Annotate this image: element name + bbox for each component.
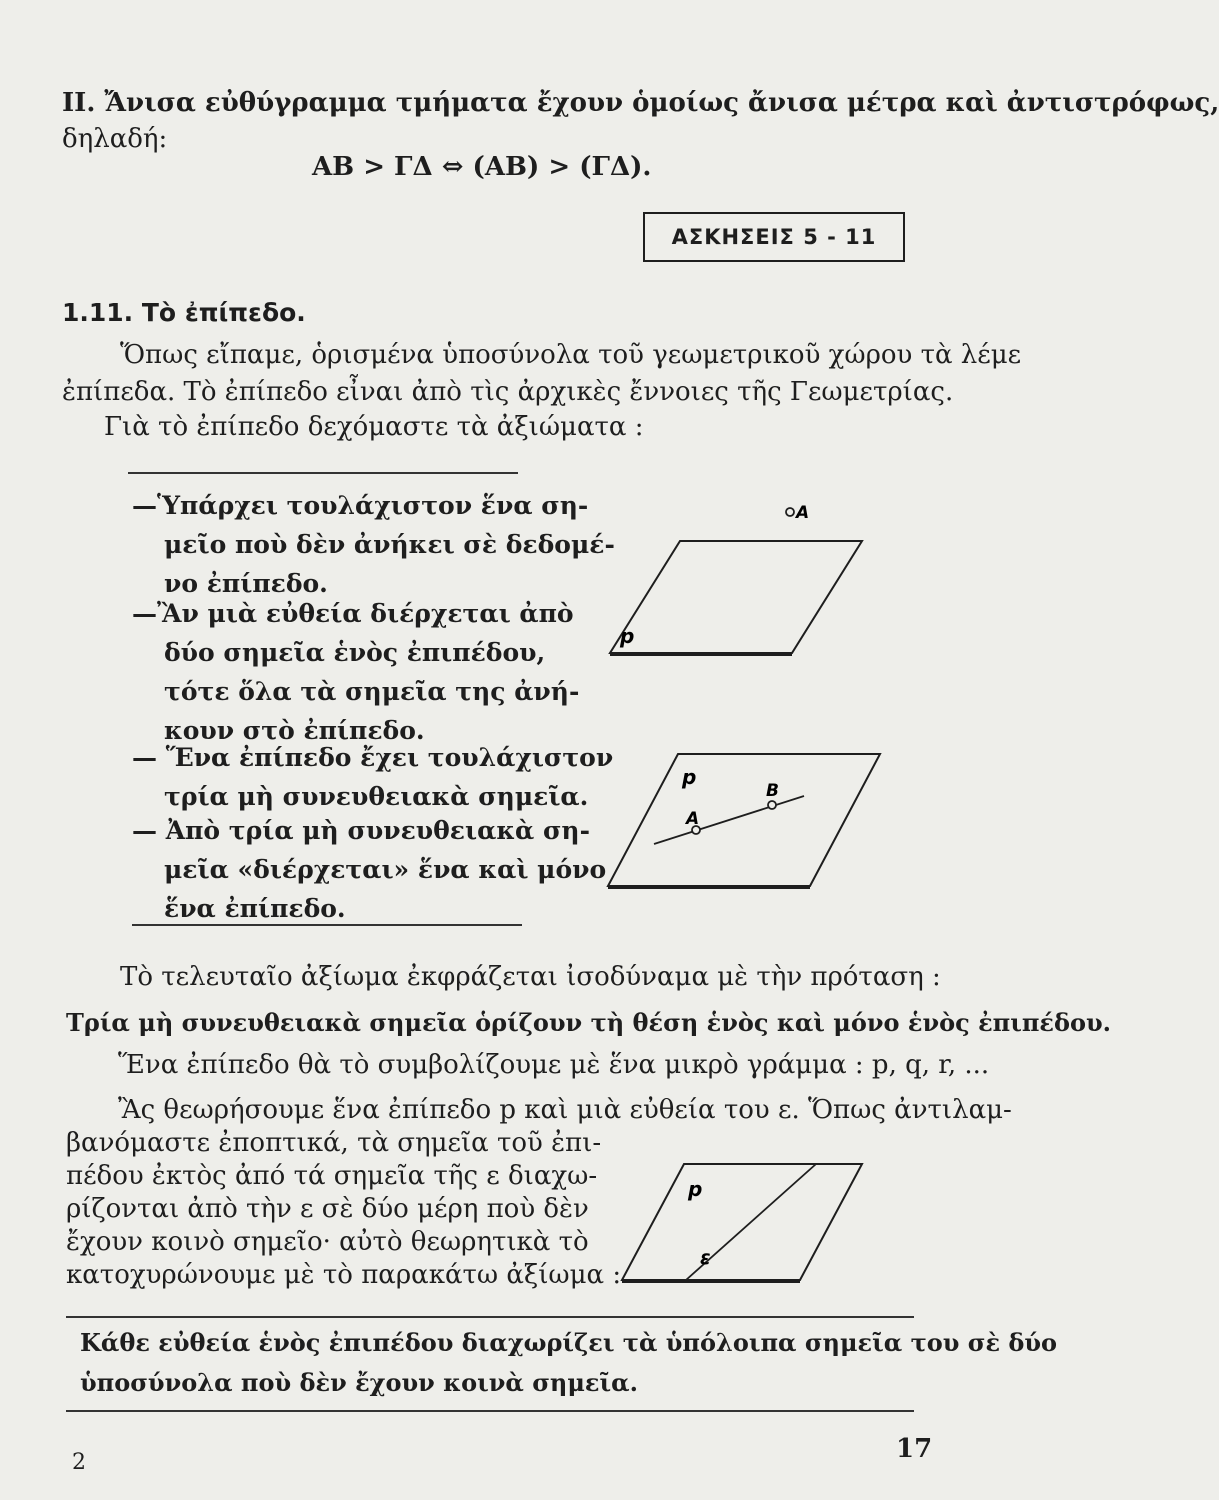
axiom-4-line: μεῖα «διέρχεται» ἕνα καὶ μόνο: [164, 855, 607, 884]
point-a-marker: [786, 508, 794, 516]
point-a-label: A: [686, 809, 700, 829]
axiom-2-line: δύο σημεῖα ἑνὸς ἐπιπέδου,: [164, 638, 546, 667]
point-a-label: A: [796, 503, 810, 523]
intro-line2: ἐπίπεδα. Τὸ ἐπίπεδο εἶναι ἀπὸ τὶς ἀρχικὲς ἔννοιες τῆς Γεωμετρίας.: [62, 377, 954, 407]
section-heading: 1.11. Τὸ ἐπίπεδο.: [62, 298, 306, 327]
axiom-1-line: νο ἐπίπεδο.: [164, 569, 328, 598]
axiom-1: [132, 486, 615, 603]
plane-label: p: [682, 765, 697, 789]
axiom-3-line: — Ἕνα ἐπίπεδο ἔχει τουλάχιστον: [132, 743, 614, 772]
plane-label: p: [620, 624, 635, 648]
axiom-4-line: — Ἀπὸ τρία μὴ συνευθειακὰ ση-: [132, 816, 590, 845]
figure-plane-line-epsilon: [608, 1160, 888, 1290]
axiom-2: [132, 594, 579, 750]
final-top-rule: [66, 1316, 914, 1318]
para-line5: ἔχουν κοινὸ σημεῖο· αὐτὸ θεωρητικὰ τὸ: [66, 1227, 589, 1257]
axiom-1-line: μεῖο ποὺ δὲν ἀνήκει σὲ δεδομέ-: [164, 530, 615, 559]
para-line3: πέδου ἐκτὸς ἀπό τά σημεῖα τῆς ε διαχω-: [66, 1161, 598, 1191]
axiom-4: [132, 811, 606, 928]
figure-plane-point: [600, 495, 870, 665]
section-ii-line2: δηλαδή:: [62, 124, 168, 154]
axiom-3-line: τρία μὴ συνευθειακὰ σημεῖα.: [164, 782, 589, 811]
final-axiom-line1: Κάθε εὐθεία ἑνὸς ἐπιπέδου διαχωρίζει τὰ ὑπόλοιπα σημεῖα του σὲ δύο: [80, 1328, 1058, 1357]
para-line4: ρίζονται ἀπὸ τὴν ε σὲ δύο μέρη ποὺ δὲν: [66, 1194, 589, 1224]
after-bold-statement: Τρία μὴ συνευθειακὰ σημεῖα ὁρίζουν τὴ θέση ἑνὸς καὶ μόνο ἑνὸς ἐπιπέδου.: [66, 1008, 1112, 1037]
axioms-bottom-rule: [132, 924, 522, 926]
intro-line1: Ὅπως εἴπαμε, ὁρισμένα ὑποσύνολα τοῦ γεωμετρικοῦ χώρου τὰ λέμε: [120, 340, 1022, 370]
final-bottom-rule: [66, 1410, 914, 1412]
plane-parallelogram: [622, 1164, 862, 1280]
footer-right-page-number: 17: [896, 1434, 933, 1464]
point-b-label: B: [766, 781, 779, 801]
line-label: ε: [700, 1247, 711, 1269]
formula: ΑΒ > ΓΔ ⇔ (ΑΒ) > (ΓΔ).: [312, 152, 652, 182]
exercise-box: ΑΣΚΗΣΕΙΣ 5 - 11: [643, 212, 905, 262]
axiom-1-line: —Ὑπάρχει τουλάχιστον ἕνα ση-: [132, 491, 589, 520]
axiom-2-line: κουν στὸ ἐπίπεδο.: [164, 716, 425, 745]
after-line1: Τὸ τελευταῖο ἀξίωμα ἐκφράζεται ἰσοδύναμα μὲ τὴν πρόταση :: [120, 962, 941, 992]
plane-parallelogram: [610, 541, 862, 653]
section-ii-line1: ΙΙ. Ἄνισα εὐθύγραμμα τμήματα ἔχουν ὁμοίως ἄνισα μέτρα καὶ ἀντιστρόφως,: [62, 88, 1219, 118]
footer-left-page-number: 2: [72, 1450, 86, 1475]
plane-label: p: [688, 1177, 703, 1201]
axiom-3: [132, 738, 613, 816]
figure-plane-line-two-points: [608, 748, 888, 898]
line-through-ab: [654, 796, 804, 844]
after-line3: Ἕνα ἐπίπεδο θὰ τὸ συμβολίζουμε μὲ ἕνα μικρὸ γράμμα : p, q, r, ...: [118, 1050, 990, 1080]
para-line6: κατοχυρώνουμε μὲ τὸ παρακάτω ἀξίωμα :: [66, 1260, 622, 1290]
axioms-top-rule: [128, 472, 518, 474]
axiom-4-line: ἕνα ἐπίπεδο.: [164, 894, 346, 923]
plane-parallelogram: [608, 754, 880, 886]
para-line1: Ἂς θεωρήσουμε ἕνα ἐπίπεδο p καὶ μιὰ εὐθεία του ε. Ὅπως ἀντιλαμ-: [118, 1095, 1012, 1125]
axiom-2-line: —Ἂν μιὰ εὐθεία διέρχεται ἀπὸ: [132, 599, 574, 628]
final-axiom-line2: ὑποσύνολα ποὺ δὲν ἔχουν κοινὰ σημεῖα.: [80, 1368, 638, 1397]
point-b-marker: [768, 801, 776, 809]
para-line2: βανόμαστε ἐποπτικά, τὰ σημεῖα τοῦ ἐπι-: [66, 1128, 602, 1158]
axiom-2-line: τότε ὅλα τὰ σημεῖα της ἀνή-: [164, 677, 580, 706]
intro-line3: Γιὰ τὸ ἐπίπεδο δεχόμαστε τὰ ἀξιώματα :: [104, 412, 644, 442]
